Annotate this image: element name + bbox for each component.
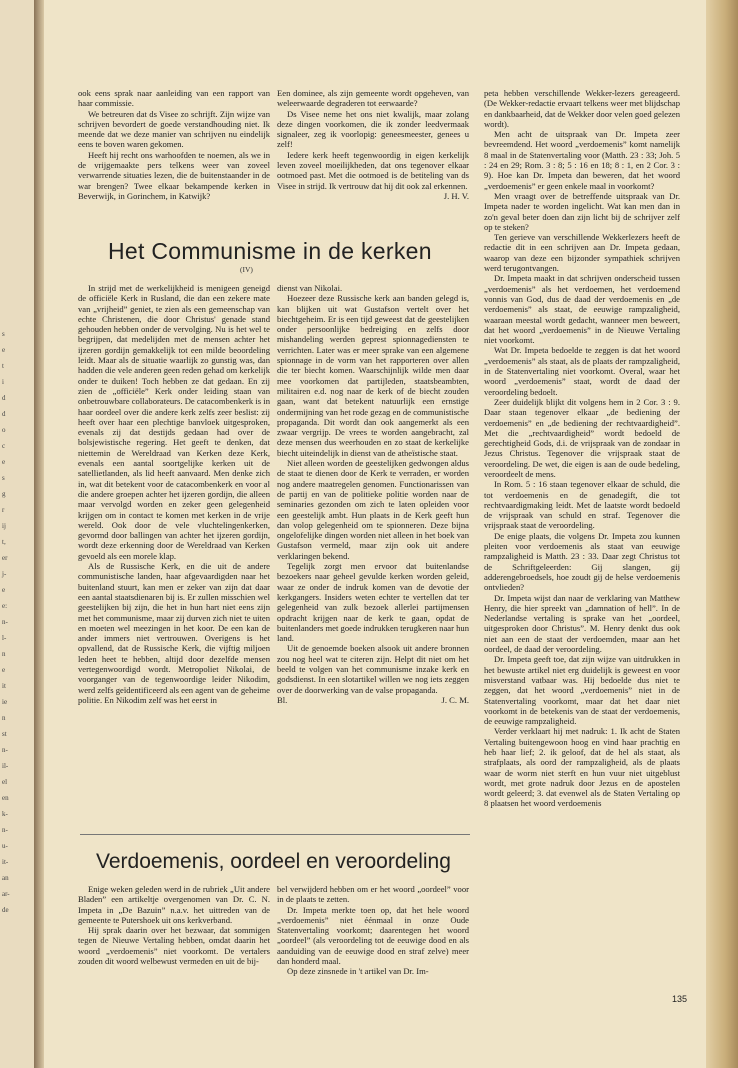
paragraph: Verder verklaart hij met nadruk: 1. Ik acht de Staten Vertaling buitengewoon hoog en vind haar prachtig en heb haar lief; 2. ik geloof, dat de hel als staat, als strafplaats, als oord der rampzaligheid, als de plaats waar de worm niet sterft en hun vuur niet uitgeblust wordt, met grote nadruk door Jezus en de apostelen wordt geleerd; 3. dat evenwel als de Staten Vertaling op 8 plaatsen het woord verdoemenis xyxy=(484,726,680,809)
previous-page-text-fragment: it- xyxy=(2,858,9,866)
previous-page-text-fragment: k- xyxy=(2,810,8,818)
previous-page-text-fragment: n- xyxy=(2,826,8,834)
page-number: 135 xyxy=(672,994,688,1004)
paragraph: In Rom. 5 : 16 staan tegenover elkaar de schuld, die tot verdoemenis en de genadegift, die tot rechtvaardigmaking leidt. Met de laatste wordt bedoeld de vrijspraak van schuld en straf. Tegenover die vrijspraak staat de veroordeling. xyxy=(484,479,680,531)
top-column-2 xyxy=(277,88,469,201)
paragraph: We betreuren dat ds Visee zo schrijft. Zijn wijze van schrijven bevordert de goede verstandhouding niet. Ik meende dat we deze manier van schrijven nu eindelijk eens te boven waren gekomen. xyxy=(78,108,270,150)
paragraph: Heeft hij recht ons warhoofden te noemen, als we in de vrijgemaakte pers telkens weer van zoveel verwarrende situaties lezen, die de buitenstaander in de war brengen? Twee elkaar bekampende kerken in Beverwijk, in Gorinchem, in Katwijk? xyxy=(78,149,270,201)
paragraph: Uit de genoemde boeken alsook uit andere bronnen zou nog heel wat te citeren zijn. Helpt dit niet om het beeld te volgen van het communisme inzake kerk en godsdienst. In een slotartikel willen we nog iets zeggen over de doorwerking van de valse propaganda. xyxy=(277,643,469,695)
previous-page-text-fragment: r xyxy=(2,506,5,514)
article-title-communisme: Het Communisme in de kerken xyxy=(108,238,432,264)
previous-page-text-fragment: e xyxy=(2,458,6,466)
previous-page-text-fragment: el xyxy=(2,778,8,786)
previous-page-text-fragment: st xyxy=(2,730,7,738)
previous-page-text-fragment: o xyxy=(2,426,6,434)
article2-column-1 xyxy=(78,884,270,966)
paragraph: peta hebben verschillende Wekker-lezers gereageerd. (De Wekker-redactie ervaart telkens weer met blijdschap en dankbaarheid, dat de Wekker door velen goed gelezen wordt). xyxy=(484,88,681,129)
previous-page-text-fragment: er xyxy=(2,554,8,562)
paragraph: Men vraagt over de betreffende uitspraak van Dr. Impeta nader te worden ingelicht. Wat kan men dan in zo'n geval beter doen dan zijn licht bij de schrijver zelf op te steken? xyxy=(484,190,680,232)
previous-page-text-fragment: ar- xyxy=(2,890,10,898)
paragraph: Men acht de uitspraak van Dr. Impeta zeer bevreemdend. Het woord „verdoemenis” komt namelijk 8 maal in de Statenvertaling voor (Matth. 23 : 33; Joh. 5 : 24 en 29; Rom. 3 : 8; 5 : 16 en 18; 8 : 1, en 2 Cor. 3 : 9). Hoe kan Dr. Impeta dan beweren, dat het woord „verdoemenis” er geen enkele maal in voorkomt? xyxy=(484,129,680,191)
article2-column-2 xyxy=(277,884,469,977)
previous-page-text-fragment: l- xyxy=(2,634,7,642)
paragraph: dienst van Nikolai. xyxy=(277,283,343,293)
top-column-1 xyxy=(78,88,270,201)
previous-page-text-fragment: d xyxy=(2,410,6,418)
signature: J. H. V. xyxy=(443,190,469,201)
previous-page-text-fragment: n- xyxy=(2,618,8,626)
previous-page-text-fragment: n xyxy=(2,650,6,658)
signature-left: Bl. xyxy=(277,694,288,705)
article-subtitle: (IV) xyxy=(240,265,253,274)
paragraph: Dr. Impeta merkte toen op, dat het hele woord „verdoemenis” niet éénmaal in onze Oude Statenvertaling voorkomt; daarentegen het woord „oordeel” (als veroordeling tot de eeuwige dood en als aanduiding van de eeuwige dood en straf zelve) meer dan honderd maal. xyxy=(277,904,469,967)
paragraph: Als de Russische Kerk, en die uit de andere communistische landen, haar afgevaardigden naar het buitenland stuurt, kan men er zeker van zijn dat daar een aantal staatsdienaren bij is. Er zullen misschien wel geestelijken bij zijn, die het in hun hart niet eens zijn met het communisme, maar zij durven zich niet te uiten en moeten wel meezingen in het koor. De een kan de ander immers niet vertrouwen. Overigens is het opvallend, dat de Russische Kerk, die vijftig miljoen leden heet te hebben, altijd door dezelfde mensen vertegenwoordigd wordt. Metropoliet Nikolai, de voorganger van de tegenwoordige leider Nikodim, werd zelfs geïdentificeerd als een agent van de geheime politie. En Nikodim zelf was het eerst in xyxy=(78,561,270,705)
previous-page-text-fragment: e xyxy=(2,666,6,674)
section-divider xyxy=(80,834,470,835)
article1-column-2 xyxy=(277,283,469,705)
paragraph: Zeer duidelijk blijkt dit volgens hem in 2 Cor. 3 : 9. Daar staan tegenover elkaar „de bediening der verdoemenis” en „de bediening der rechtvaardigheid”. Met die „rechtvaardigheid” wordt bedoeld de gerechtigheid Gods, d.i. de vrijspraak van de zondaar in Jezus Christus. Tegenover die vrijspraak staat de veroordeling. De wet, die eigen is aan de oude bedeling, veroordeelt de mens. xyxy=(484,396,680,479)
paragraph: Ten gerieve van verschillende Wekkerlezers heeft de redactie dit in een schrijven aan Dr. Impeta gedaan, waarop van deze een bijzonder sympathiek schrijven werd terugontvangen. xyxy=(484,232,680,274)
article1-signature xyxy=(277,695,469,705)
previous-page-text-fragment: u- xyxy=(2,842,8,850)
previous-page-text-fragment: en xyxy=(2,794,9,802)
previous-page-text-fragment: n- xyxy=(2,746,8,754)
previous-page-text-fragment: g xyxy=(2,490,6,498)
paragraph: Dr. Impeta wijst dan naar de verklaring van Matthew Henry, die hier spreekt van „damnation of hell”. In de Nederlandse vertaling is sprake van het „oordeel, uitgesproken door Christus”. M. Henry denkt dus ook niet aan een de staat der verdoemden, maar aan het oordeel, de daad der veroordeling. xyxy=(484,592,680,655)
paragraph: Hij sprak daarin over het bezwaar, dat sommigen tegen de Nieuwe Vertaling hebben, omdat daarin het woord „verdoemenis” niet voorkomt. De vertalers zouden dit woord welbewust vermeden en uit de bij- xyxy=(78,925,270,967)
paragraph: Enige weken geleden werd in de rubriek „Uit andere Bladen” een artikeltje overgenomen van Dr. C. N. Impeta in „De Bazuin” n.a.v. het uittreden van de gemeente te Putershoek uit ons kerkverband. xyxy=(78,884,270,925)
paragraph: Tegelijk zorgt men ervoor dat buitenlandse bezoekers naar geheel gevulde kerken worden geleid, waar ze onder de indruk komen van de devotie der kerkgangers. Insiders weten echter te vertellen dat ter gelegenheid van zulk bezoek allerlei partijmensen opdracht krijgen naar de kerk te gaan, opdat de buitenlanders met goede indrukken terugkeren naar hun land. xyxy=(277,561,469,644)
previous-page-text-fragment: s xyxy=(2,474,5,482)
paragraph: Iedere kerk heeft tegenwoordig in eigen kerkelijk leven zoveel moeilijkheden, dat ons tegenover elkaar ootmoed past. Met die ootmoed is de betiteling van ds Visee in strijd. Ik vertrouw dat hij dit ook zal erkennen. xyxy=(277,149,469,191)
paragraph: Dr. Impeta maakt in dat schrijven onderscheid tussen „verdoemenis” als het verdoemen, het verdoemend vonnis van God, dus de daad der verdoemenis en „de verdoemenis” als staat, de eeuwige rampzaligheid, waaraan meestal wordt gedacht, wanneer men beweert, dat het woord „verdoemenis” in de Nieuwe Vertaling niet voorkomt. xyxy=(484,273,680,346)
paragraph: Niet alleen worden de geestelijken gedwongen aldus de staat te dienen door de Kerk te verraden, er worden nog andere maatregelen genomen. Functionarissen van de partij en van de politieke politie worden naar de seminaries gezonden om zich te laten opleiden voor een geestelijk ambt. Hun plaats in de Kerk geeft hun dan volop gelegenheid om te spionneren. Deze bijna ongelofelijke dingen worden niet alleen in het boek van Gustafson vermeld, maar zijn ook uit andere verklaringen bekend. xyxy=(277,458,469,561)
previous-page-text-fragment: t xyxy=(2,362,4,370)
previous-page-text-fragment: de xyxy=(2,906,9,914)
paragraph: Hoezeer deze Russische kerk aan banden gelegd is, kan blijken uit wat Gustafson vertelt over het biechtgeheim. Er is een tijd geweest dat de geestelijken onder persoonlijke bedreiging en zelfs door mishandeling werden geprest spionnagediensten te verrichten. Later was er meer sprake van een algemene spionnage in de vorm van het rapporteren over allen die ter biecht komen. Waarschijnlijk wilde men daar mee voorkomen dat partijleden, staatsbeambten, militairen e.d. nog naar de kerk of de biecht zouden gaan, want dat betekent natuurlijk een ernstige ondermijning van het rode gezag en de communistische propaganda. Dit wordt dan ook aangemerkt als een zwaar vergrijp. De vrees te worden aangebracht, zal deze mensen dus weerhouden en zo staat de kerkelijke biecht uiteindelijk in dienst van de atheïstische staat. xyxy=(277,293,469,458)
signature-right: J. C. M. xyxy=(441,694,469,705)
article-title-verdoemenis: Verdoemenis, oordeel en veroordeling xyxy=(96,850,451,873)
previous-page-text-fragment: d xyxy=(2,394,6,402)
previous-page-text-fragment: s xyxy=(2,330,5,338)
paragraph: bel verwijderd hebben om er het woord „oordeel” voor in de plaats te zetten. xyxy=(277,884,469,905)
paragraph: Dr. Impeta geeft toe, dat zijn wijze van uitdrukken in het bewuste artikel niet erg duidelijk is geweest en voor misverstand vatbaar was. Hij bedoelde dus niet te zeggen, dat het woord „verdoemenis” niet in de Statenvertaling voorkomt, maar dat het daar niet voorkomt in de betekenis van de staat der verdoemenis, de eeuwige rampzaligheid. xyxy=(484,654,680,727)
paragraph: Wat Dr. Impeta bedoelde te zeggen is dat het woord „verdoemenis” als staat, als de plaats der rampzaligheid, in de Statenvertaling niet voorkomt. Overal, waar het woord „verdoemenis” staat, wordt de daad der veroordeling bedoelt. xyxy=(484,345,680,397)
previous-page-edge xyxy=(0,0,34,1068)
paragraph: Een dominee, als zijn gemeente wordt opgeheven, van weleerwaarde degraderen tot eerwaarde? xyxy=(277,88,469,109)
previous-page-text-fragment: e xyxy=(2,586,6,594)
paragraph: Op deze zinsnede in 't artikel van Dr. Im- xyxy=(287,966,429,977)
previous-page-text-fragment: j- xyxy=(2,570,7,578)
previous-page-text-fragment: ie xyxy=(2,698,8,706)
top-column-3 xyxy=(484,88,680,809)
paragraph: De enige plaats, die volgens Dr. Impeta zou kunnen pleiten voor verdoemenis als staat van eeuwige rampzaligheid is Matth. 23 : 33. Daar zegt Christus tot de Schriftgeleerden: Gij slangen, gij adderengebroedsels, hoe zoudt gij de helse verdoemenis ontvlieden? xyxy=(484,530,680,593)
paragraph: ook eens sprak naar aanleiding van een rapport van haar commissie. xyxy=(78,88,270,109)
article1-column-1 xyxy=(78,283,270,705)
previous-page-text-fragment: i xyxy=(2,378,4,386)
previous-page-text-fragment: n xyxy=(2,714,6,722)
previous-page-text-fragment: e: xyxy=(2,602,8,610)
previous-page-text-fragment: ij xyxy=(2,522,6,530)
paragraph: Ds Visee neme het ons niet kwalijk, maar zolang deze dingen voorkomen, die ik zonder leedvermaak signaleer, zeg ik voorlopig: geneesmeester, genees u zelf! xyxy=(277,108,469,150)
previous-page-text-fragment: t, xyxy=(2,538,6,546)
previous-page-text-fragment: il- xyxy=(2,762,9,770)
previous-page-text-fragment: it xyxy=(2,682,6,690)
previous-page-text-fragment: e xyxy=(2,346,6,354)
book-gutter xyxy=(34,0,44,1068)
page-stack-edge xyxy=(706,0,738,1068)
previous-page-text-fragment: an xyxy=(2,874,9,882)
paragraph: In strijd met de werkelijkheid is menigeen geneigd de officiële Kerk in Rusland, die dan een zekere mate van „vrijheid” geniet, te zien als een gemeenschap van echte Christenen, die door Christus' genade stand gehouden hebben onder de vervolging. Nu is het wel te begrijpen, dat medelijden met de mensen achter het ijzeren gordijn gemakkelijk tot een milde beoordeling leidt. Maar als de situatie waarlijk zo gunstig was, dan hadden die vele anderen geen reden gehad om kerkelijk onder te duiken! Toch hebben ze dat gedaan. En zij zien de „officiële” Kerk onder leiding staan van onbetrouwbare collaborateurs. De catacombenkerk is in haar oordeel over die andere kerk zelfs zeer beslist: zij heeft over haar een plechtige banvloek uitgesproken, evenals zij dat destijds gedaan had over de bolsjewistische regering. Het geeft te denken, dat niettemin de Wereldraad van Kerken deze Kerk, evenals een aantal soortgelijke kerken uit de satellietlanden, als lid heeft aanvaard. Men denke zich in, wat dit betekent voor de catacombenkerk en voor al die andere groepen achter het ijzeren gordijn, die alleen maar vervolgd worden en zeker geen gelegenheid krijgen om in contact te komen met kerken in de vrije wereld. Ook door de vele vluchtelingenkerken, gevormd door ballingen van achter het ijzeren gordijn, wordt deze erkenning door de Wereldraad van Kerken gevoeld als een morele klap. xyxy=(78,283,270,561)
previous-page-text-fragment: c xyxy=(2,442,6,450)
